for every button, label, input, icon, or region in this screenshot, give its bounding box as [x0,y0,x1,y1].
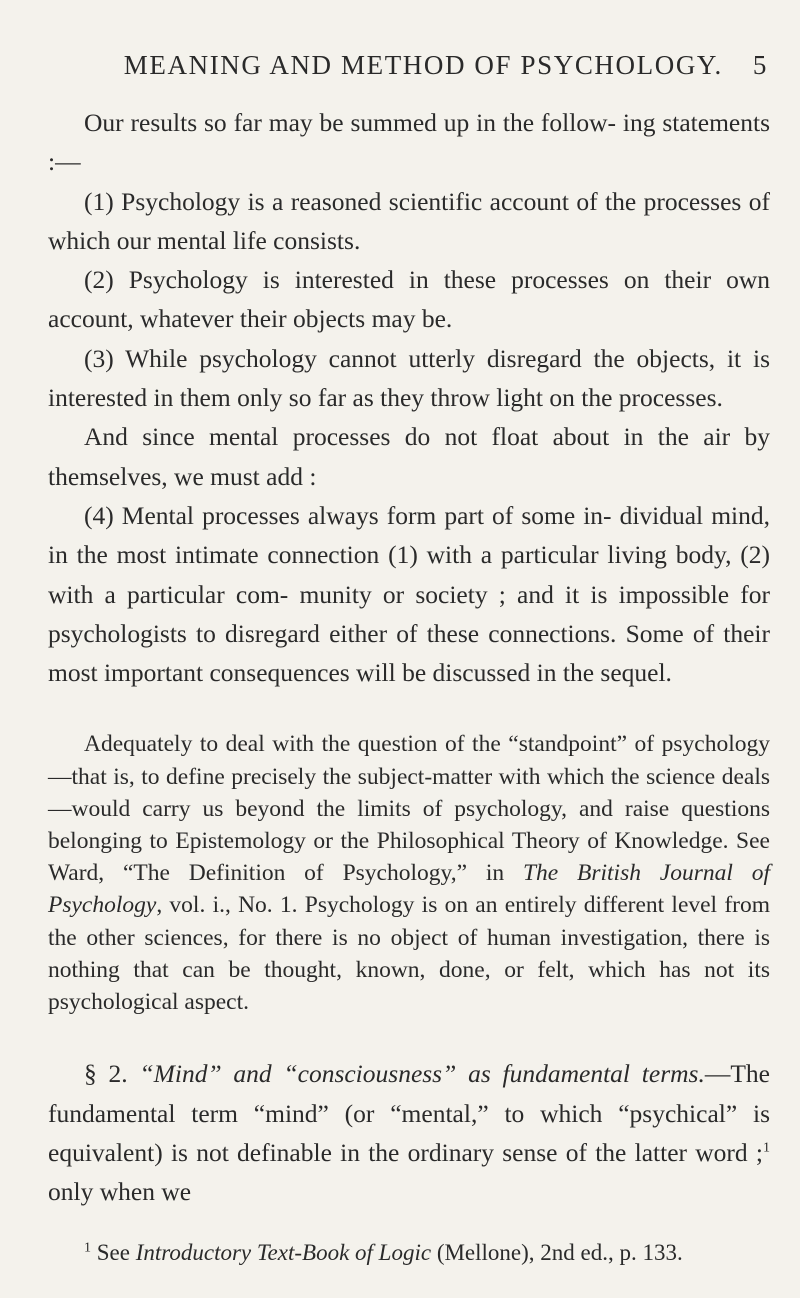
section-2 [48,1054,770,1211]
summary-item-4: (4) Mental processes always form part of some in- dividual mind, in the most intimate connection (1) with a particular living body, (2) with a particular com- munity or society ; and it is impossible for psychologists to disregard either of these connections. Some of their most important consequences will be discussed in the sequel. [48,500,770,688]
footnote-marker: 1 [84,1240,91,1256]
footnote-reference: 1 [763,1140,770,1156]
summary-transition: And since mental processes do not float about in the air by themselves, we must add : [48,422,770,491]
running-head-title: MEANING AND METHOD OF PSYCHOLOGY. [123,50,723,80]
running-head [48,50,770,81]
standpoint-text-1: Adequately to deal with the question of the “standpoint” of psychology—that is, to define precisely the subject-matter with which the science deals—would carry us beyond the limits of psychology, and raise questions belonging to Epistemology or the Philosophical Theory of Knowledge. See Ward, “The Definition of Psychology,” in [48,731,770,887]
journal-title: The British Journal of Psychology [48,860,770,919]
section-2-text-end: only when we [48,1177,192,1207]
footnote [48,1237,770,1269]
standpoint-note [48,728,770,1018]
standpoint-paragraph [48,728,770,1018]
standpoint-text-2: , vol. i., No. 1. Psychology is on an entirely different level from the other sciences, for there is no object of human investigation, there is nothing that can be thought, known, done, or felt, which has not its psychological aspect. [48,892,770,1016]
section-2-paragraph [48,1054,770,1211]
footnote-book-title: Introductory Text-Book of Logic [135,1240,432,1266]
summary-intro: Our results so far may be summed up in the follow- ing statements :— [48,108,770,177]
section-heading: “Mind” and “consciousness” as fundamental terms. [139,1059,705,1089]
summary-item-1: (1) Psychology is a reasoned scientific account of the processes of which our mental life consists. [48,186,770,255]
footnote-suffix: (Mellone), 2nd ed., p. 133. [431,1240,683,1266]
section-2-text: —The fundamental term “mind” (or “mental,” to which “psychical” is equivalent) is not definable in the ordinary sense of the latter word ; [48,1059,770,1167]
page-number: 5 [752,50,768,80]
summary-item-3: (3) While psychology cannot utterly disregard the objects, it is interested in them only so far as they throw light on the processes. [48,343,770,413]
footnote-prefix: See [91,1240,136,1266]
book-page [48,50,770,1269]
summary-item-2: (2) Psychology is interested in these processes on their own account, whatever their objects may be. [48,265,770,334]
section-number: § 2. [84,1059,128,1089]
summary-block [48,103,770,692]
